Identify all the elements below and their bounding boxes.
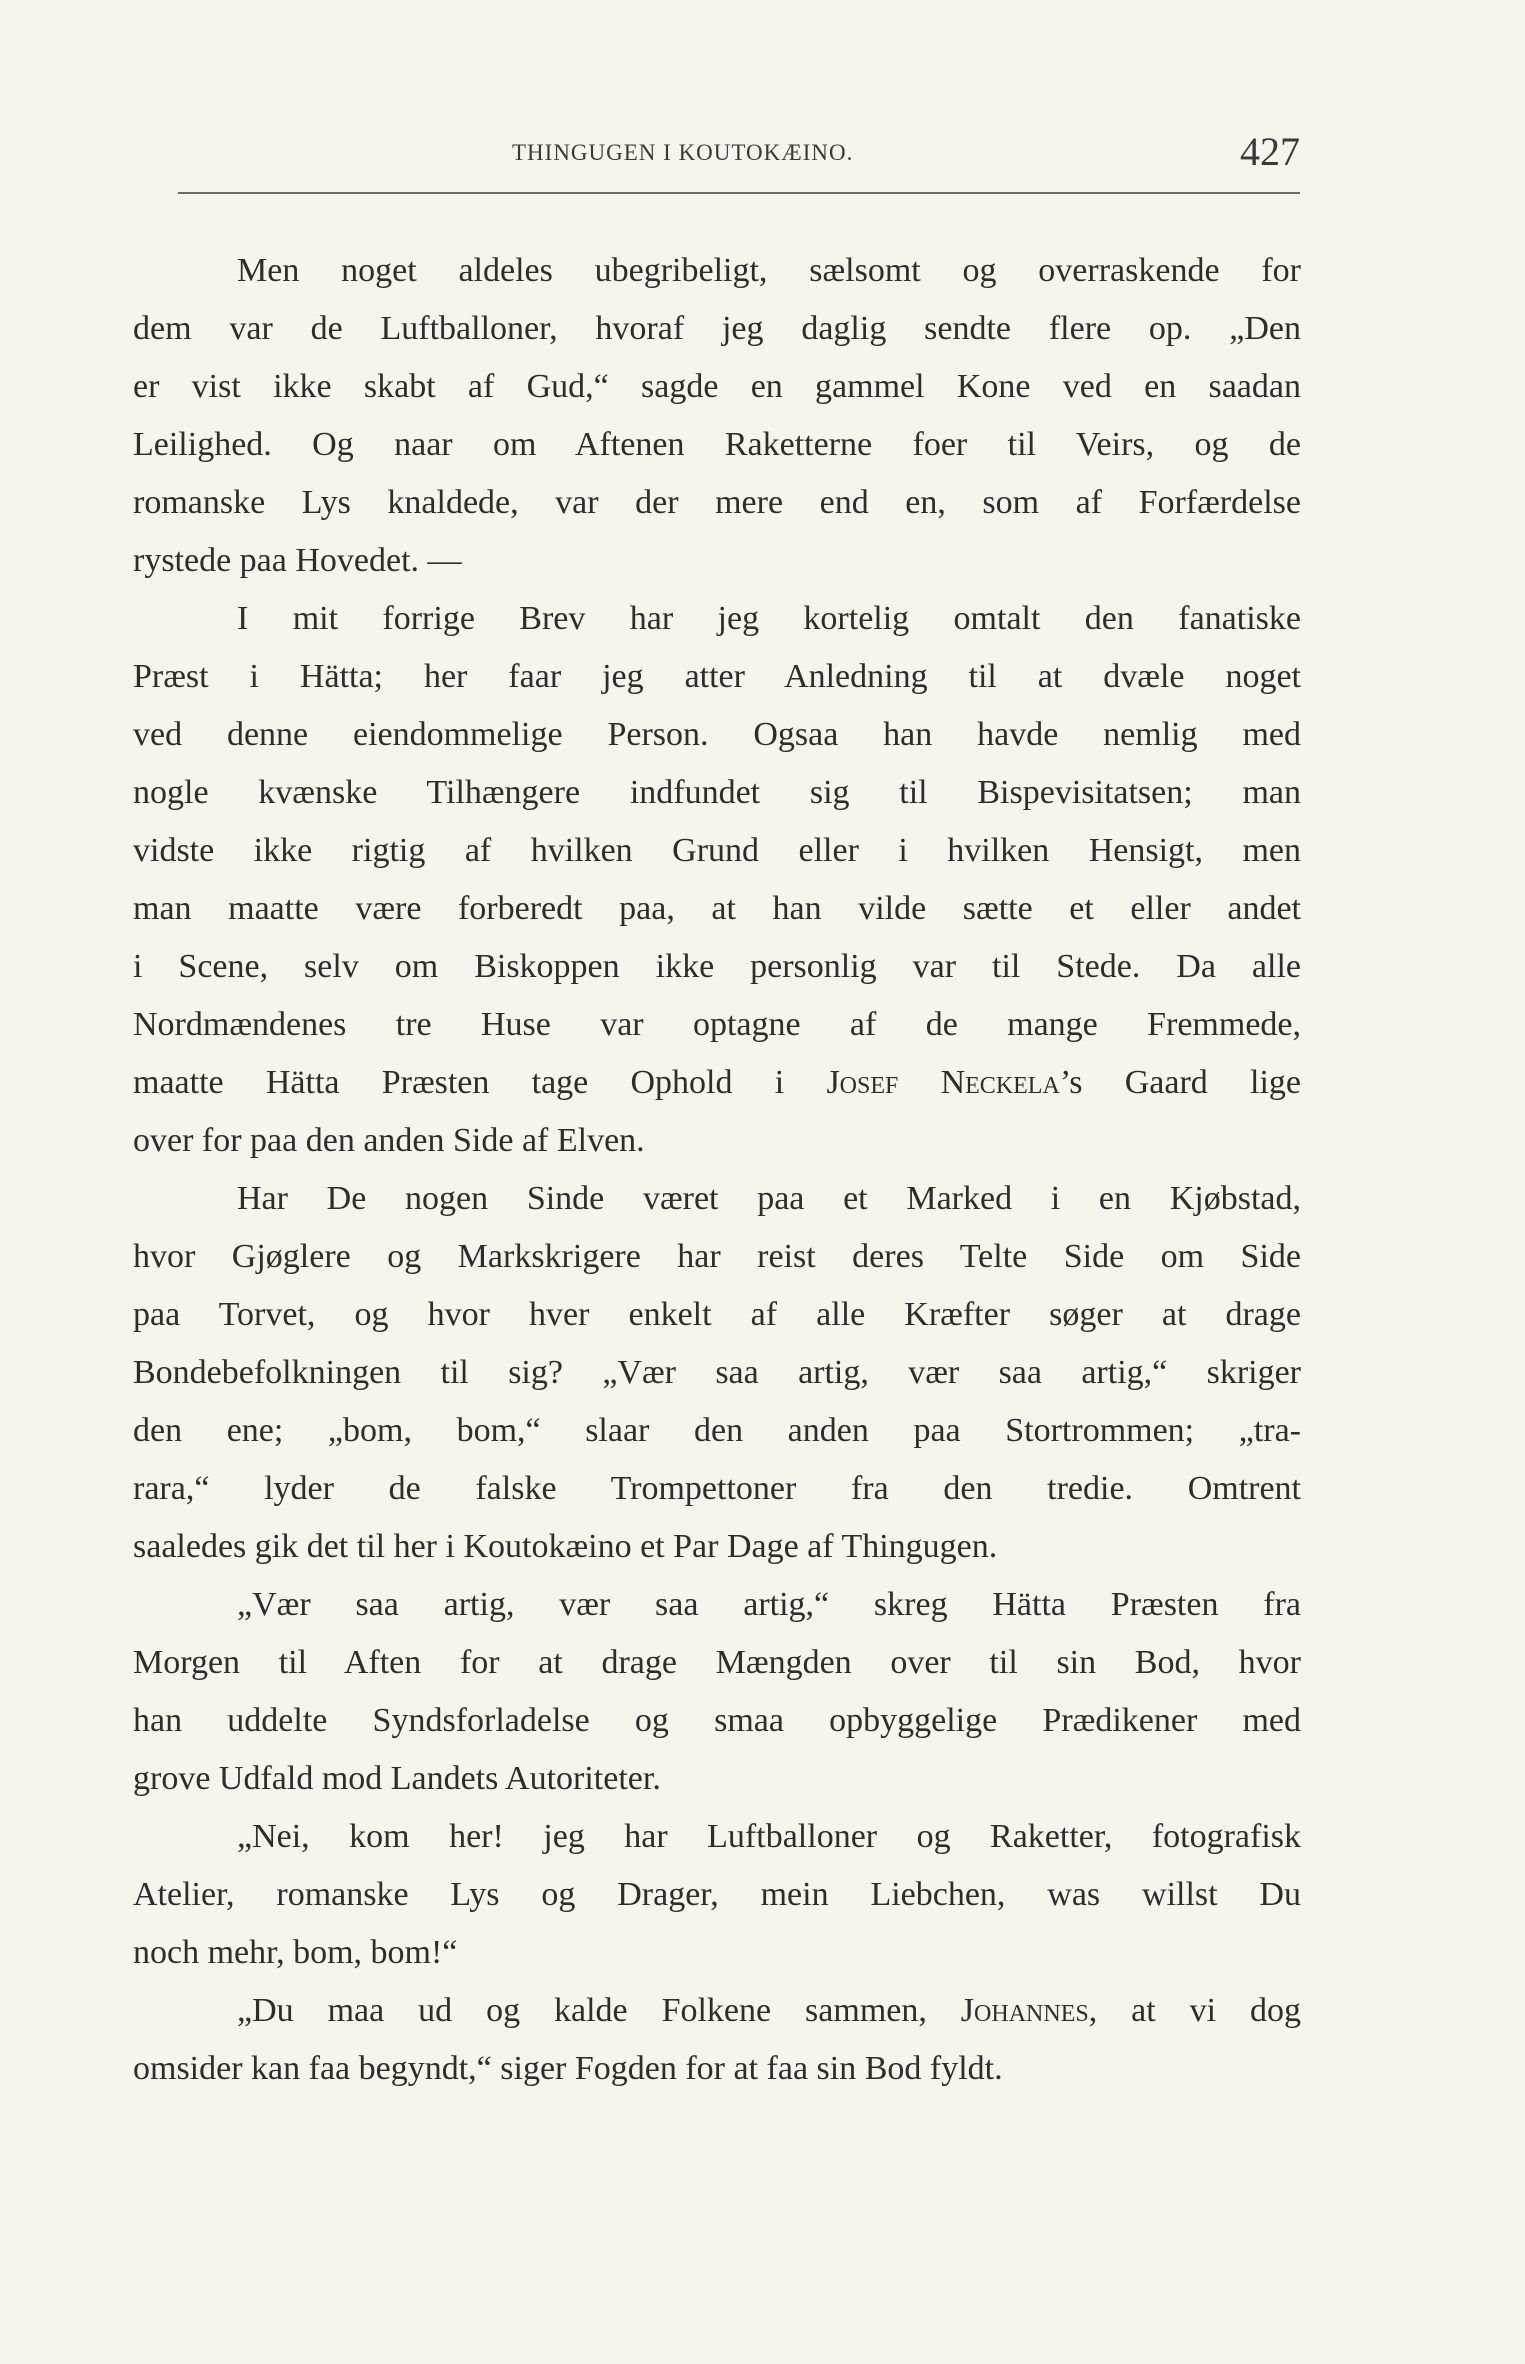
body-text: [133, 242, 1301, 2098]
text-segment: ’s Gaard lige: [1059, 1064, 1302, 1101]
text-line: hvor Gjøglere og Markskrigere har reist deres Telte Side om Side: [133, 1238, 1301, 1275]
text-segment: , at vi dog: [1088, 1992, 1301, 2029]
text-line: Bondebefolkningen til sig? „Vær saa artig, vær saa artig,“ skriger: [133, 1354, 1301, 1391]
text-line: Morgen til Aften for at drage Mængden over til sin Bod, hvor: [133, 1644, 1301, 1681]
text-line: den ene; „bom, bom,“ slaar den anden paa Stortrommen; „tra-: [133, 1412, 1301, 1449]
text-line: Men noget aldeles ubegribeligt, sælsomt og overraskende for: [237, 252, 1301, 289]
text-line: Har De nogen Sinde været paa et Marked i en Kjøbstad,: [237, 1180, 1301, 1217]
text-line: ved denne eiendommelige Person. Ogsaa han havde nemlig med: [133, 716, 1301, 753]
person-name: Josef Neckela: [826, 1064, 1060, 1101]
text-line: Leilighed. Og naar om Aftenen Raketterne foer til Veirs, og de: [133, 426, 1301, 463]
text-line: Præst i Hätta; her faar jeg atter Anledning til at dvæle noget: [133, 658, 1301, 695]
text-line: noch mehr, bom, bom!“: [133, 1934, 458, 1971]
text-line: rara,“ lyder de falske Trompettoner fra den tredie. Omtrent: [133, 1470, 1301, 1507]
text-line: i Scene, selv om Biskoppen ikke personlig var til Stede. Da alle: [133, 948, 1301, 985]
text-line: vidste ikke rigtig af hvilken Grund eller i hvilken Hensigt, men: [133, 832, 1301, 869]
running-title: THINGUGEN I KOUTOKÆINO.: [512, 140, 854, 165]
header-rule: [178, 192, 1300, 194]
text-line: [133, 1054, 1301, 1112]
text-line: han uddelte Syndsforladelse og smaa opbyggelige Prædikener med: [133, 1702, 1301, 1739]
running-head: [132, 128, 1300, 178]
text-line: saaledes gik det til her i Koutokæino et Par Dage af Thingugen.: [133, 1528, 998, 1565]
text-line: Nordmændenes tre Huse var optagne af de mange Fremmede,: [133, 1006, 1301, 1043]
text-line: grove Udfald mod Landets Autoriteter.: [133, 1760, 661, 1797]
text-line: „Nei, kom her! jeg har Luftballoner og Raketter, fotografisk: [237, 1818, 1301, 1855]
text-segment: „Du maa ud og kalde Folkene sammen,: [237, 1992, 961, 2029]
text-line: I mit forrige Brev har jeg kortelig omtalt den fanatiske: [237, 600, 1301, 637]
text-line: rystede paa Hovedet. —: [133, 542, 462, 579]
text-line: nogle kvænske Tilhængere indfundet sig til Bispevisitatsen; man: [133, 774, 1301, 811]
person-name: Johannes: [960, 1992, 1089, 2029]
text-line: paa Torvet, og hvor hver enkelt af alle Kræfter søger at drage: [133, 1296, 1301, 1333]
text-line: Atelier, romanske Lys og Drager, mein Liebchen, was willst Du: [133, 1876, 1301, 1913]
text-line: „Vær saa artig, vær saa artig,“ skreg Hätta Præsten fra: [237, 1586, 1301, 1623]
text-line: omsider kan faa begyndt,“ siger Fogden for at faa sin Bod fyldt.: [133, 2050, 1003, 2087]
text-segment: maatte Hätta Præsten tage Ophold i: [133, 1064, 827, 1101]
text-line: man maatte være forberedt paa, at han vilde sætte et eller andet: [133, 890, 1301, 927]
page-number: 427: [1240, 129, 1300, 174]
text-line: romanske Lys knaldede, var der mere end en, som af Forfærdelse: [133, 484, 1301, 521]
text-line: over for paa den anden Side af Elven.: [133, 1122, 645, 1159]
text-line: [133, 1982, 1301, 2040]
text-line: er vist ikke skabt af Gud,“ sagde en gammel Kone ved en saadan: [133, 368, 1301, 405]
text-line: dem var de Luftballoner, hvoraf jeg daglig sendte flere op. „Den: [133, 310, 1301, 347]
